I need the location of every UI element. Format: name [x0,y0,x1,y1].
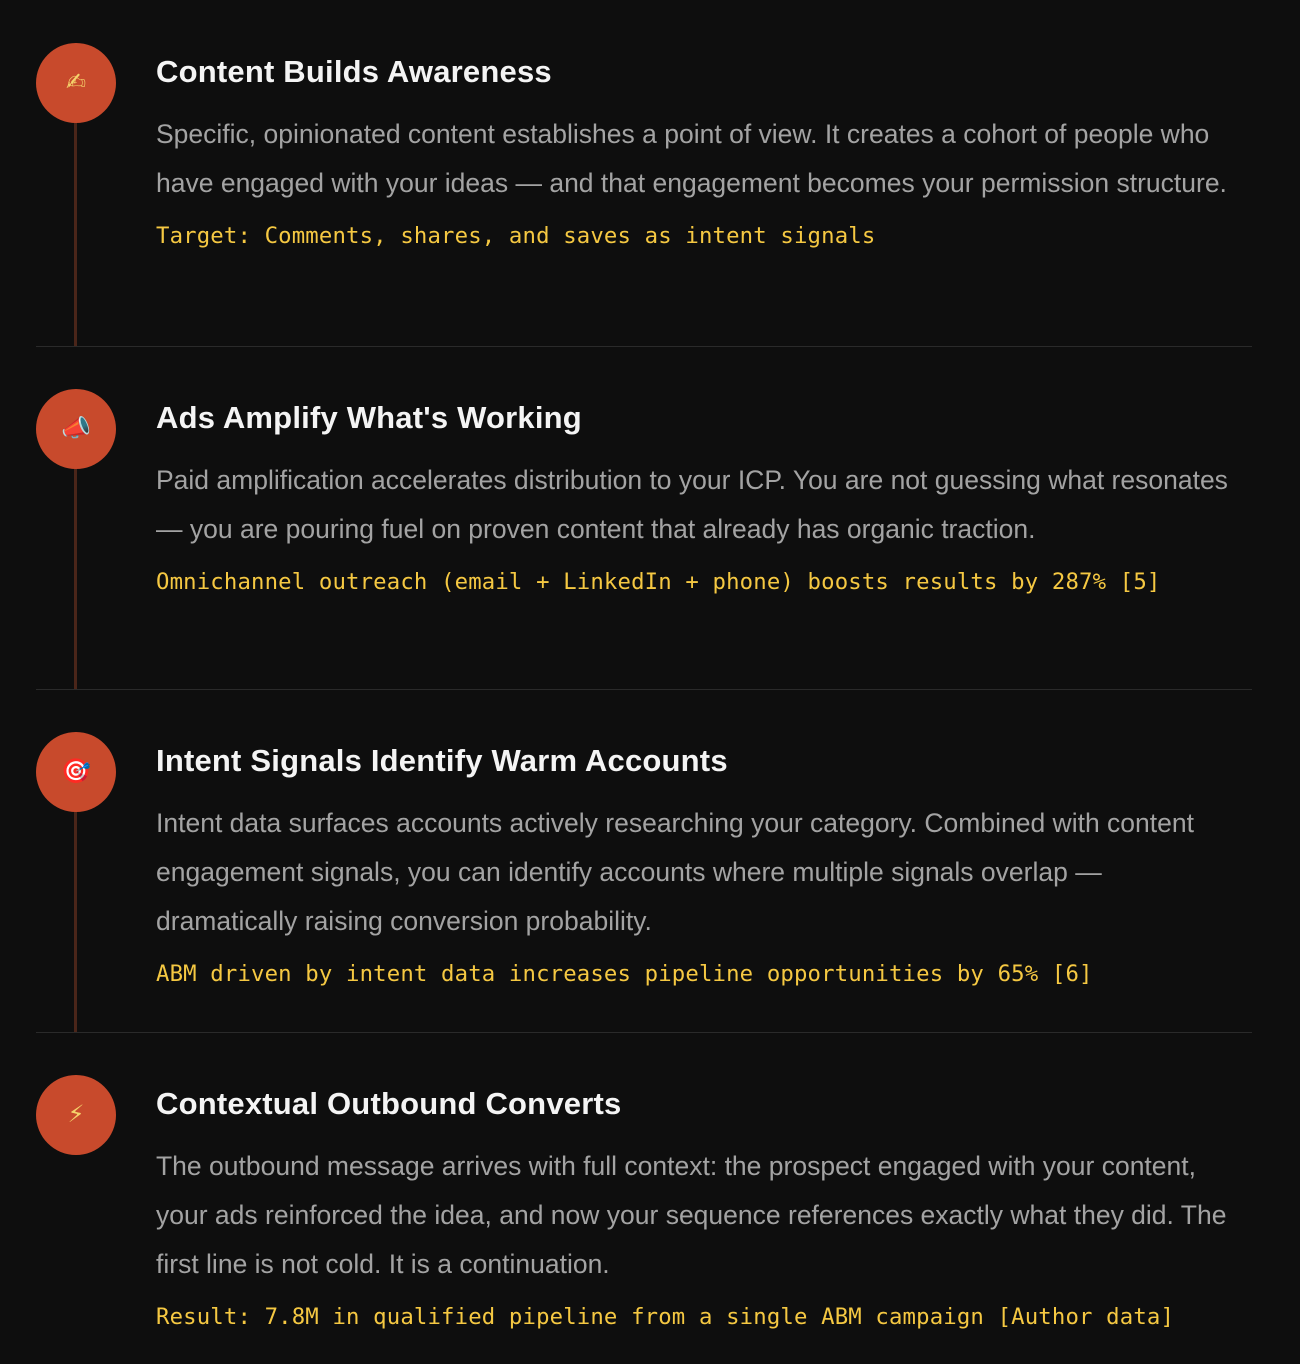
step-metric: Target: Comments, shares, and saves as intent signals [156,223,876,250]
step-title: Content Builds Awareness [156,54,552,89]
step-content [156,398,1246,597]
step-title: Ads Amplify What's Working [156,400,582,435]
step-title: Intent Signals Identify Warm Accounts [156,743,728,778]
step-content [156,52,1246,251]
writing-hand-icon: ✍ [36,43,116,123]
step-title: Contextual Outbound Converts [156,1086,622,1121]
step-description: Specific, opinionated content establishes a point of view. It creates a cohort of people who have engaged with your ideas — and that engagement becomes your permission structure. [156,119,1227,199]
lightning-icon: ⚡ [36,1075,116,1155]
step-content [156,1084,1246,1332]
step-metric: ABM driven by intent data increases pipeline opportunities by 65% [6] [156,961,1093,988]
step-content [156,741,1246,989]
timeline-step-intent-signals [36,689,1252,1033]
timeline-step-content-awareness [36,0,1252,347]
step-metric: Result: 7.8M in qualified pipeline from a single ABM campaign [Author data] [156,1304,1175,1331]
step-metric: Omnichannel outreach (email + LinkedIn + phone) boosts results by 287% [5] [156,569,1161,596]
timeline-step-contextual-outbound [36,1032,1252,1364]
timeline-connector [74,789,77,1032]
megaphone-icon: 📣 [36,389,116,469]
step-description: The outbound message arrives with full context: the prospect engaged with your content, your ads reinforced the idea, and now your sequence references exactly what they did. The first line is not cold. It is a continuation. [156,1151,1227,1280]
timeline-step-ads-amplify [36,346,1252,690]
step-description: Paid amplification accelerates distribution to your ICP. You are not guessing what resonates — you are pouring fuel on proven content that already has organic traction. [156,465,1228,545]
timeline-connector [74,100,77,346]
timeline-connector [74,446,77,689]
step-description: Intent data surfaces accounts actively researching your category. Combined with content engagement signals, you can identify accounts where multiple signals overlap — dramatically raising conversion probability. [156,808,1194,937]
target-icon: 🎯 [36,732,116,812]
